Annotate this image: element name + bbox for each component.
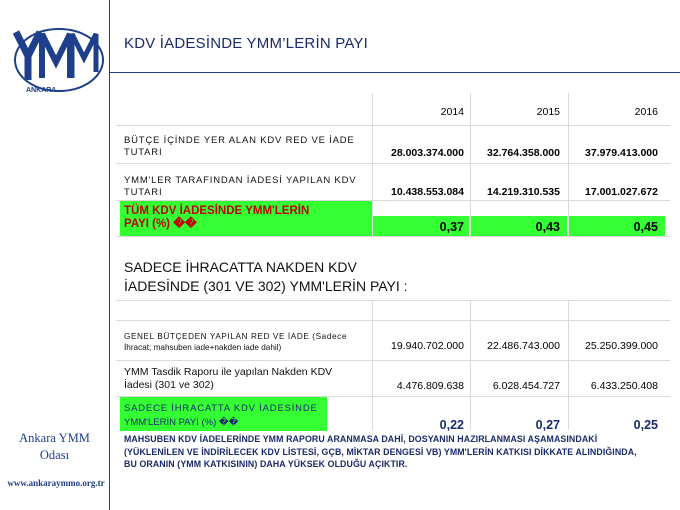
footnote-line3: BU ORANIN (YMM KATKISININ) DAHA YÜKSEK OLDUĞU AÇIKTIR. <box>124 459 408 469</box>
website-link[interactable]: www.ankaraymmo.org.tr <box>7 478 105 488</box>
row-export-budget-2016: 25.250.399.000 <box>585 340 658 352</box>
footnote-line1: MAHSUBEN KDV İADELERİNDE YMM RAPORU ARANMASA DAHİ, DOSYANIN HAZIRLANMASI AŞAMASINDAKİ <box>124 434 598 444</box>
row-ymm-cash-2014: 4.476.809.638 <box>396 380 464 392</box>
org-name <box>0 430 109 464</box>
org-name-line2: Odası <box>39 448 70 462</box>
year-header-2015: 2015 <box>536 106 560 118</box>
row-budget-2015: 32.764.358.000 <box>487 147 560 159</box>
export-share-2014: 0,22 <box>439 418 464 432</box>
share-row-label <box>124 205 309 231</box>
row-ymm-cash-2016: 6.433.250.408 <box>590 380 658 392</box>
sidebar <box>0 0 109 510</box>
section-title <box>124 258 484 296</box>
share-2015: 0,43 <box>535 220 560 234</box>
export-share-2015: 0,27 <box>535 418 560 432</box>
footnote-line2: (YÜKLENİLEN VE İNDİRİLECEK KDV LİSTESİ, GÇB, MİKTAR DENGESİ VB) YMM'LERİN KATKISI DİKKATE ALINDIĞINDA, <box>124 446 637 457</box>
footnote <box>124 433 674 471</box>
export-share-row-label <box>124 402 374 430</box>
row-export-budget-label-line1: GENEL BÜTÇEDEN YAPILAN RED VE İADE (Sadece <box>124 332 347 341</box>
share-2014: 0,37 <box>439 220 464 234</box>
org-name-line1: Ankara YMM <box>19 431 90 445</box>
share-row-label-line2: PAYI (%) �� <box>124 218 197 230</box>
year-header-2014: 2014 <box>440 106 464 118</box>
export-share-row-label-line2: YMM'LERİN PAYI (%) �� <box>124 417 239 428</box>
section-title-line1: SADECE İHRACATTA NAKDEN KDV <box>124 259 357 275</box>
row-ymm-2016: 17.001.027.672 <box>585 186 658 198</box>
row-export-budget-label <box>124 331 374 353</box>
row-budget-2016: 37.979.413.000 <box>585 147 658 159</box>
sidebar-divider <box>109 0 110 510</box>
row-ymm-2014: 10.438.553.084 <box>391 186 464 198</box>
share-row-label-line1: TÜM KDV İADESİNDE YMM'LERİN <box>124 205 310 217</box>
year-header-2016: 2016 <box>634 106 658 118</box>
row-ymm-cash-label-line1: YMM Tasdik Raporu ile yapılan Nakden KDV <box>124 366 333 378</box>
row-budget-label: BÜTÇE İÇİNDE YER ALAN KDV RED VE İADE TUTARI <box>124 135 355 158</box>
row-ymm-cash-label-line2: İadesi (301 ve 302) <box>124 378 214 391</box>
export-share-2016: 0,25 <box>633 418 658 432</box>
row-ymm-label: YMM'LER TARAFINDAN İADESİ YAPILAN KDV TUTARI <box>124 175 357 198</box>
row-ymm-2015: 14.219.310.535 <box>487 186 560 198</box>
share-2016: 0,45 <box>633 220 658 234</box>
row-ymm-cash-2015: 6.028.454.727 <box>492 380 560 392</box>
page-title: KDV İADESİNDE YMM’LERİN PAYI <box>124 35 368 52</box>
row-export-budget-label-line2: İhracat; mahsuben iade+nakden iade dahil) <box>124 343 282 352</box>
export-share-row-label-line1: SADECE İHRACATTA KDV İADESİNDE <box>124 403 318 414</box>
ankara-ymm-logo <box>6 22 106 94</box>
section-title-line2: İADESİNDE (301 VE 302) YMM'LERİN PAYI : <box>124 278 408 294</box>
row-export-budget-2015: 22.486.743.000 <box>487 340 560 352</box>
header-divider <box>110 72 680 73</box>
row-budget-2014: 28.003.374.000 <box>391 147 464 159</box>
row-ymm-cash-label <box>124 366 374 391</box>
logo-text: ANKARA <box>26 87 57 94</box>
row-export-budget-2014: 19.940.702.000 <box>391 340 464 352</box>
